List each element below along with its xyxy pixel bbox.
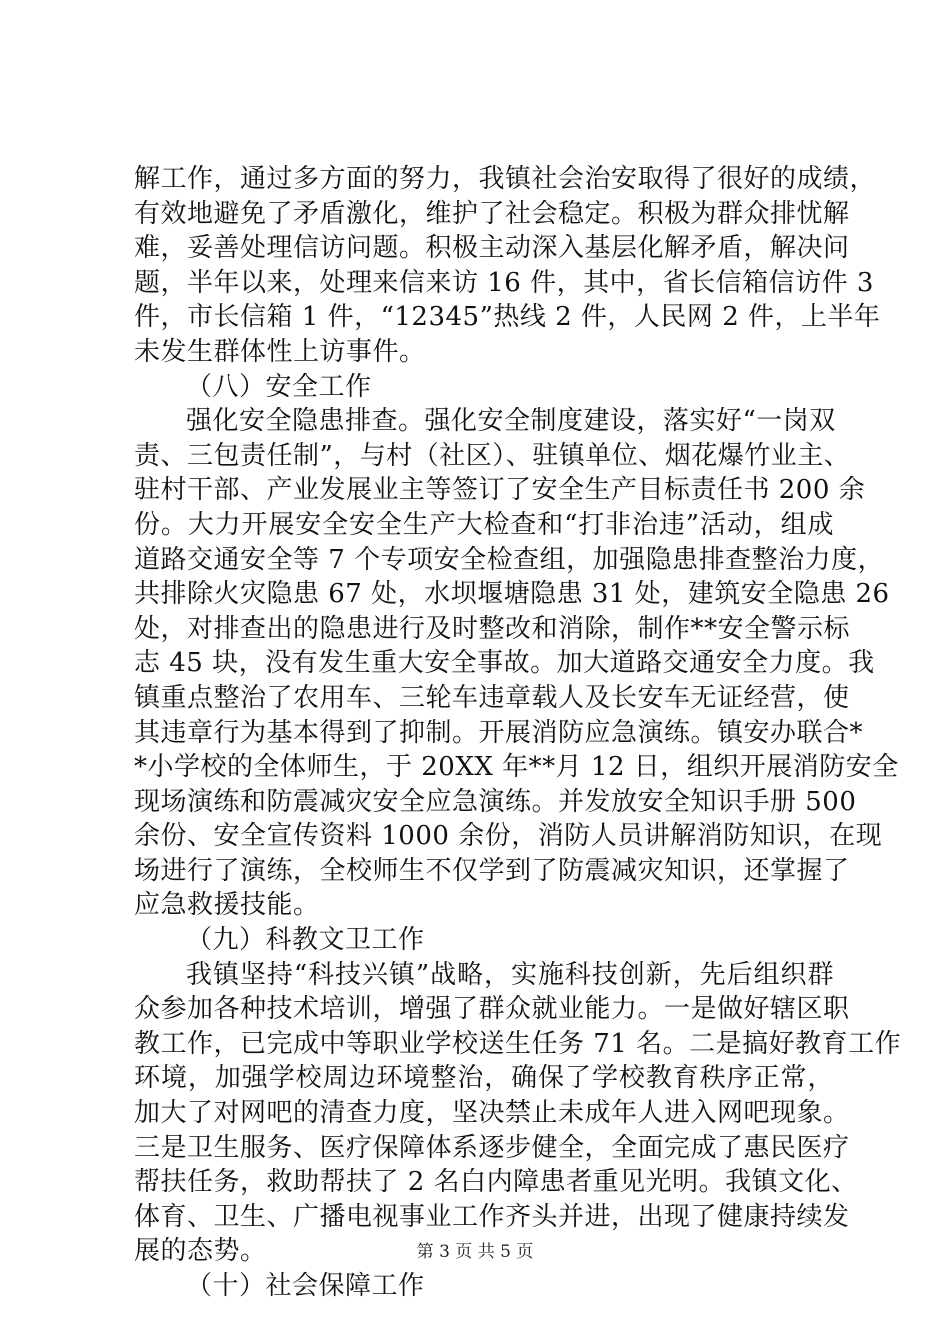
section-heading: （九）科教文卫工作: [186, 925, 425, 956]
paragraph-line: 处，对排查出的隐患进行及时整改和消除，制作**安全警示标: [134, 613, 851, 644]
paragraph-line: 强化安全隐患排查。强化安全制度建设，落实好“一岗双: [186, 406, 836, 437]
paragraph-line: 帮扶任务，救助帮扶了 2 名白内障患者重见光明。我镇文化、: [134, 1167, 858, 1198]
paragraph-line: 众参加各种技术培训，增强了群众就业能力。一是做好辖区职: [134, 994, 850, 1025]
paragraph-line: 余份、安全宣传资料 1000 余份，消防人员讲解消防知识，在现: [134, 821, 883, 852]
paragraph-line: 道路交通安全等 7 个专项安全检查组，加强隐患排查整治力度，: [134, 544, 885, 575]
section-heading: （八）安全工作: [186, 371, 372, 402]
section-heading: （十）社会保障工作: [186, 1271, 425, 1301]
paragraph-line: 体育、卫生、广播电视事业工作齐头并进，出现了健康持续发: [134, 1201, 850, 1232]
paragraph-line: 我镇坚持“科技兴镇”战略，实施科技创新，先后组织群: [186, 959, 834, 990]
paragraph-line: 环境，加强学校周边环境整治，确保了学校教育秩序正常，: [134, 1063, 834, 1094]
paragraph-line: 题，半年以来，处理来信来访 16 件，其中，省长信箱信访件 3: [134, 267, 874, 298]
paragraph-line: 应急救援技能。: [134, 890, 320, 921]
paragraph-line: 未发生群体性上访事件。: [134, 336, 426, 367]
paragraph-line: 场进行了演练，全校师生不仅学到了防震减灾知识，还掌握了: [134, 855, 850, 886]
paragraph-line: 责、三包责任制”，与村（社区）、驻镇单位、烟花爆竹业主、: [134, 440, 851, 471]
page-footer: 第 3 页 共 5 页: [416, 1242, 534, 1262]
paragraph-line: 驻村干部、产业发展业主等签订了安全生产目标责任书 200 余: [134, 475, 866, 506]
paragraph-line: 解工作，通过多方面的努力，我镇社会治安取得了很好的成绩，: [134, 164, 877, 194]
paragraph-line: 现场演练和防震减灾安全应急演练。并发放安全知识手册 500: [134, 786, 857, 817]
paragraph-line: 教工作，已完成中等职业学校送生任务 71 名。二是搞好教育工作: [134, 1028, 902, 1059]
paragraph-line: 有效地避免了矛盾激化，维护了社会稳定。积极为群众排忧解: [134, 198, 850, 229]
paragraph-line: 志 45 块，没有发生重大安全事故。加大道路交通安全力度。我: [134, 648, 875, 679]
paragraph-line: 件，市长信箱 1 件，“12345”热线 2 件，人民网 2 件，上半年: [134, 302, 881, 333]
paragraph-line: 份。大力开展安全安全生产大检查和“打非治违”活动，组成: [134, 509, 834, 540]
paragraph-line: *小学校的全体师生，于 20XX 年**月 12 日，组织开展消防安全: [134, 752, 899, 783]
paragraph-line: 镇重点整治了农用车、三轮车违章载人及长安车无证经营，使: [134, 682, 850, 713]
paragraph-line: 三是卫生服务、医疗保障体系逐步健全，全面完成了惠民医疗: [134, 1132, 850, 1163]
document-body: [134, 162, 902, 1304]
paragraph-line: 共排除火灾隐患 67 处，水坝堰塘隐患 31 处，建筑安全隐患 26: [134, 579, 890, 610]
paragraph-line: 加大了对网吧的清查力度，坚决禁止未成年人进入网吧现象。: [134, 1098, 850, 1129]
paragraph-line: 其违章行为基本得到了抑制。开展消防应急演练。镇安办联合*: [134, 717, 864, 748]
paragraph-line: 难，妥善处理信访问题。积极主动深入基层化解矛盾，解决问: [134, 233, 850, 264]
paragraph-line: 展的态势。: [134, 1236, 267, 1267]
